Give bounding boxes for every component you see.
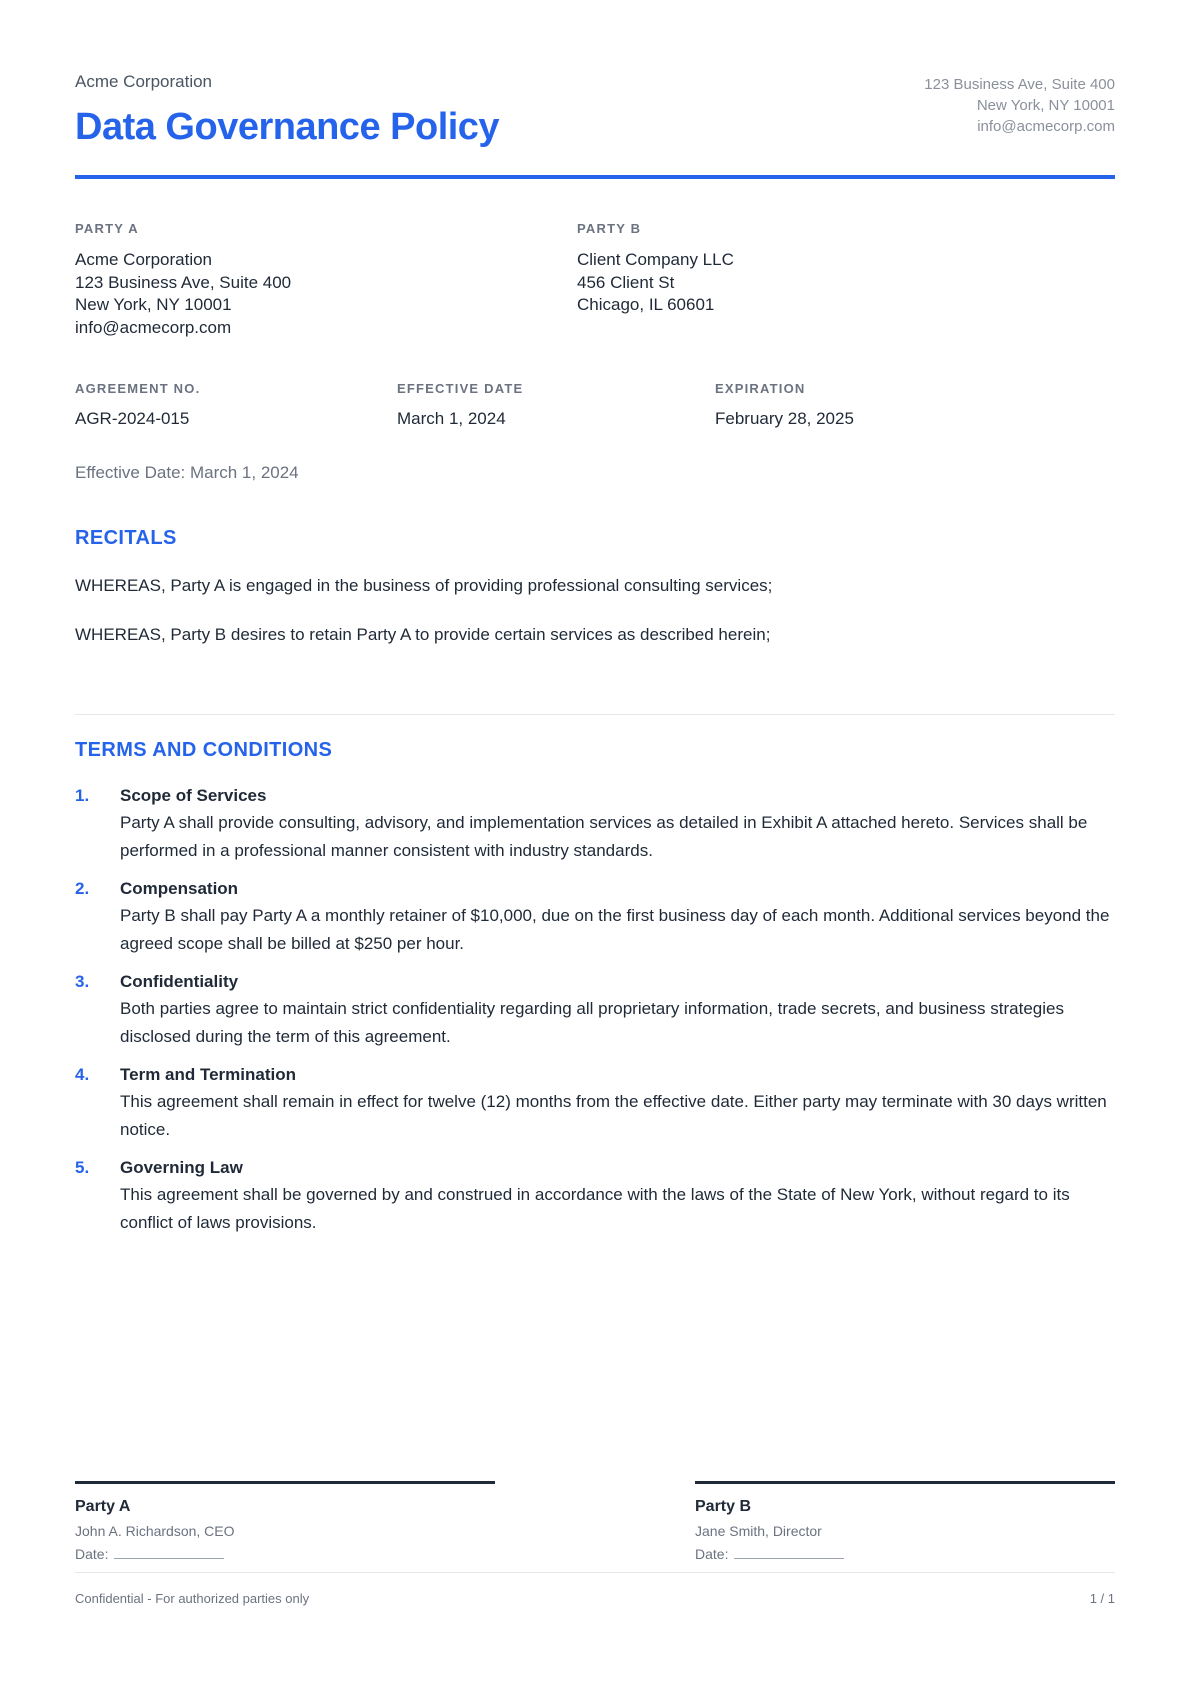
expiration-block [715,381,1115,429]
clause-content [120,786,1115,864]
clause-governing-law [75,1158,1115,1236]
parties-section [75,221,1115,339]
clause-title: Compensation [120,879,239,898]
date-label: Date: [695,1546,729,1562]
signature-section [75,1481,1115,1562]
expiration-value: February 28, 2025 [715,409,854,428]
recital-paragraph: WHEREAS, Party B desires to retain Party A to provide certain services as described herein; [75,625,771,644]
date-fill-line [114,1547,224,1559]
agreement-number-block [75,381,397,429]
clause-body: Both parties agree to maintain strict confidentiality regarding all proprietary information, trade secrets, and business strategies disclosed during the term of this agreement. [120,999,1064,1046]
party-a-block [75,221,577,339]
date-label: Date: [75,1546,109,1562]
company-name: Acme Corporation [75,72,213,91]
effective-date-value: March 1, 2024 [397,409,506,428]
header-address-line: info@acmecorp.com [977,118,1115,135]
clause-number: 3. [75,972,90,991]
clause-content [120,1065,1115,1143]
terms-heading: TERMS AND CONDITIONS [75,739,333,761]
clause-content [120,879,1115,957]
agreement-number-value: AGR-2024-015 [75,409,190,428]
agreement-meta [75,381,1115,429]
header-left [75,72,499,149]
signature-date-row [695,1546,1115,1562]
clause-confidentiality [75,972,1115,1050]
signature-party-b [695,1481,1115,1562]
header-address [924,72,1115,137]
clause-content [120,972,1115,1050]
signature-date-row [75,1546,495,1562]
clause-term-and-termination [75,1065,1115,1143]
expiration-label: EXPIRATION [715,381,806,396]
party-b-line: Chicago, IL 60601 [577,295,715,314]
page-title: Data Governance Policy [75,106,500,148]
party-a-line: New York, NY 10001 [75,295,232,314]
clause-number: 5. [75,1158,90,1177]
clauses-list [75,786,1115,1236]
footer-confidential-note: Confidential - For authorized parties only [75,1591,310,1606]
clause-title: Governing Law [120,1158,243,1177]
section-divider [75,714,1115,715]
party-a-line: 123 Business Ave, Suite 400 [75,272,292,292]
effective-date-label: EFFECTIVE DATE [397,381,524,396]
signatory-name: John A. Richardson, CEO [75,1523,235,1539]
clause-body: Party B shall pay Party A a monthly retainer of $10,000, due on the first business day of each month. Additional services beyond the agreed scope shall be billed at $250 per hour. [120,906,1110,953]
clause-scope-of-services [75,786,1115,864]
footer-page-number: 1 / 1 [1089,1591,1115,1606]
clause-title: Confidentiality [120,972,239,991]
clause-content [120,1158,1115,1236]
effective-date-block [397,381,715,429]
clause-number: 4. [75,1065,90,1084]
document-footer [75,1572,1115,1606]
clause-body: Party A shall provide consulting, advisory, and implementation services as detailed in Exhibit A attached hereto. Services shall be performed in a professional manner consistent with industry standards. [120,813,1088,860]
party-a-line: info@acmecorp.com [75,317,232,337]
party-b-block [577,221,1115,339]
date-fill-line [734,1547,844,1559]
recitals-heading: RECITALS [75,527,177,549]
party-b-line: Client Company LLC [577,250,734,269]
clause-body: This agreement shall remain in effect for twelve (12) months from the effective date. Either party may terminate with 30 days written notice. [120,1092,1107,1139]
header-address-line: 123 Business Ave, Suite 400 [924,76,1115,93]
effective-date-line: Effective Date: March 1, 2024 [75,463,299,482]
clause-compensation [75,879,1115,957]
signature-party-name: Party B [695,1498,752,1515]
party-b-label: PARTY B [577,221,642,236]
signatory-name: Jane Smith, Director [695,1523,822,1539]
accent-divider [75,175,1115,179]
clause-title: Term and Termination [120,1065,297,1084]
party-b-details [577,249,1115,317]
party-a-line: Acme Corporation [75,250,213,269]
signature-party-a [75,1481,495,1562]
party-b-line: 456 Client St [577,272,675,292]
clause-title: Scope of Services [120,786,267,805]
clause-number: 1. [75,786,90,805]
clause-number: 2. [75,879,90,898]
clause-body: This agreement shall be governed by and construed in accordance with the laws of the State of New York, without regard to its conflict of laws provisions. [120,1185,1070,1232]
party-a-details [75,249,577,339]
signature-party-name: Party A [75,1498,131,1515]
party-a-label: PARTY A [75,221,139,236]
recital-paragraph: WHEREAS, Party A is engaged in the business of providing professional consulting services; [75,576,773,595]
document-header [75,72,1115,149]
agreement-number-label: AGREEMENT NO. [75,381,201,396]
header-address-line: New York, NY 10001 [976,97,1115,114]
